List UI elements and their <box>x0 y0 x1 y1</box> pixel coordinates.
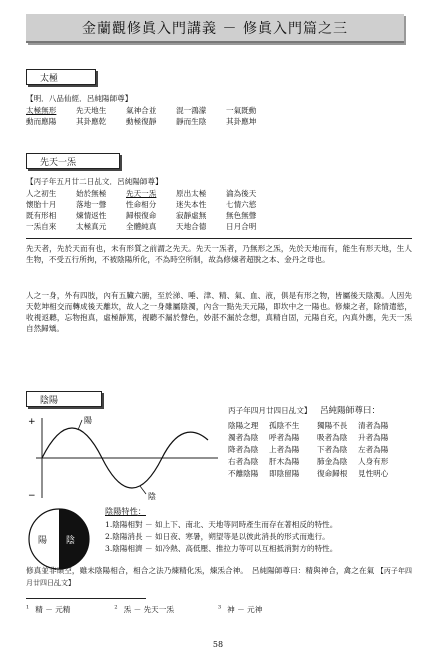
section-heading-label: 陰陽 <box>40 395 59 406</box>
section-heading-label: 太極 <box>40 73 59 84</box>
verse-phrase: 原出太極 <box>176 189 207 198</box>
wave-plus-label: + <box>28 417 36 427</box>
verse-phrase: 獨陽不長 <box>317 421 348 430</box>
verse-phrase: 動極復靜 <box>126 117 157 126</box>
section3-source <box>228 405 380 417</box>
yinyang-wave-diagram <box>26 414 222 500</box>
verse-phrase: 歸根復命 <box>126 211 157 220</box>
verse-phrase: 右者為陰 <box>228 457 259 466</box>
footnote-text: 神 － 元神 <box>227 605 263 614</box>
trait-3: 3.陰陽相濟 － 如冷熱、高低壓、推拉力等可以互相抵消對方的特性。 <box>105 544 338 553</box>
section3-source-date: 丙子年四月廿四日乩文】 <box>228 406 312 415</box>
trait-1: 1.陰陽相對 － 如上下、南北、天地等同時產生而存在著相反的特性。 <box>105 520 338 529</box>
wave-yang-label: 陽 <box>84 416 92 425</box>
verse-phrase: 下者為陰 <box>317 445 348 454</box>
verse-phrase: 復命歸根 <box>317 469 348 478</box>
section3-paragraph-note: 【丙子年四月廿四日乩文】 <box>26 567 413 587</box>
section1-verse <box>26 106 276 127</box>
verse-phrase: 人身有形 <box>358 457 389 466</box>
verse-phrase: 動而應陽 <box>26 117 57 126</box>
verse-phrase: 人之初生 <box>26 189 57 198</box>
wave-yin-label: 陰 <box>148 492 156 500</box>
traits-title-text: 陰陽特性 <box>105 506 138 516</box>
section-heading-yinyang <box>26 391 102 407</box>
verse-phrase: 見性明心 <box>358 469 389 478</box>
yang-pointer <box>78 420 82 430</box>
section3-source-name: 呂純陽師尊曰： <box>319 406 381 416</box>
verse-phrase: 迷失本性 <box>176 200 207 209</box>
footnote <box>218 604 262 615</box>
taiji-circle <box>26 506 92 572</box>
verse-phrase: 靜而生陰 <box>176 117 207 126</box>
page-title-bar <box>26 14 404 43</box>
verse-phrase: 左者為陽 <box>358 445 389 454</box>
trait-2: 2.陰陽消長 － 如日夜、寒暑，朔望等是以彼此消長的形式而進行。 <box>105 532 330 541</box>
verse-phrase: 其卦應乾 <box>76 117 107 126</box>
verse-phrase: 降者為陰 <box>228 445 259 454</box>
verse-phrase: 其卦應坤 <box>226 117 257 126</box>
verse-phrase: 混一鴻濛 <box>176 106 207 115</box>
verse-phrase: 落地一聲 <box>76 200 107 209</box>
section-heading-xiantian <box>26 153 120 169</box>
verse-phrase: 清者為陽 <box>358 421 389 430</box>
verse-phrase: 無色無聲 <box>226 211 257 220</box>
section2-source: 【丙子年五月廿二日乩文．呂純陽師尊】 <box>26 177 163 186</box>
verse-phrase: 陰陽之理 <box>228 421 259 430</box>
verse-phrase: 不離陰陽 <box>228 469 259 478</box>
verse-phrase: 氣神合並 <box>126 106 157 115</box>
section-heading-label: 先天一炁 <box>40 157 77 168</box>
footnote-text: 炁 － 先天一炁 <box>123 605 174 614</box>
taiji-yin-label: 陰 <box>66 536 76 546</box>
verse-phrase: 孤陰不生 <box>269 421 300 430</box>
verse-phrase: 七情六慾 <box>226 200 257 209</box>
section2-paragraph-1: 先天者，先於天而有也，未有形質之前謂之先天。先天一炁者，乃無形之炁，先於天地而有，能生有形天地，生人生物，不受五行所拘，不被陰陽所化，不為時空所制，故為修煉者超脫之本、金丹之母也。 <box>26 244 412 264</box>
footnote-number: 1 <box>26 604 30 611</box>
section2-verse <box>26 189 276 232</box>
section3-paragraph-text: 修真並非頑空，雖未陰陽相合，相合之法乃煉精化炁，煉炁合神。 呂純陽師尊曰：精與神合，禽之在氣 <box>26 566 375 575</box>
footnote <box>114 604 174 615</box>
verse-phrase: 既有形相 <box>26 211 57 220</box>
verse-phrase: 寂靜虛無 <box>176 211 207 220</box>
verse-phrase: 煉情返性 <box>76 211 107 220</box>
verse-phrase: 太極無形 <box>26 106 57 115</box>
verse-phrase: 始於無極 <box>76 189 107 198</box>
divider <box>26 238 412 239</box>
footnote-text: 精 － 元精 <box>35 605 71 614</box>
verse-phrase: 日月合明 <box>226 222 257 231</box>
verse-phrase: 吸者為陰 <box>317 433 348 442</box>
verse-phrase: 即陰留陽 <box>269 469 300 478</box>
verse-phrase: 一氣既動 <box>226 106 257 115</box>
taiji-yang-label: 陽 <box>38 536 48 546</box>
verse-phrase: 懷胎十月 <box>26 200 57 209</box>
verse-phrase: 肝木為陽 <box>269 457 300 466</box>
section-heading-taiji <box>26 69 96 85</box>
footnote <box>26 604 70 615</box>
footnote-number: 3 <box>217 604 222 611</box>
verse-phrase: 濁者為陰 <box>228 433 259 442</box>
section1-source: 【明．八品仙經．呂純陽師尊】 <box>26 94 133 103</box>
verse-phrase: 性命相分 <box>126 200 157 209</box>
wave-minus-label: − <box>28 491 36 500</box>
verse-phrase: 上者為陽 <box>269 445 300 454</box>
footnote-divider <box>26 598 146 599</box>
footnotes <box>26 604 412 615</box>
section3-verse <box>228 420 399 479</box>
page-number: 58 <box>212 640 224 649</box>
footnote-number: 2 <box>114 604 118 611</box>
verse-phrase: 先天地生 <box>76 106 107 115</box>
yin-pointer <box>140 486 146 494</box>
verse-phrase: 淪為後天 <box>226 189 257 198</box>
verse-phrase: 肺金為陰 <box>317 457 348 466</box>
page-title: 金蘭觀修眞入門講義 － 修眞入門篇之三 <box>82 20 348 37</box>
verse-phrase: 一炁自來 <box>26 222 57 231</box>
verse-phrase: 全體純真 <box>126 222 157 231</box>
verse-phrase: 天地合德 <box>176 222 207 231</box>
traits-title: 陰陽特性： <box>105 506 146 516</box>
verse-phrase: 太極真元 <box>76 222 107 231</box>
verse-phrase: 升者為陽 <box>358 433 389 442</box>
verse-phrase: 呼者為陽 <box>269 433 300 442</box>
section3-paragraph <box>26 565 412 589</box>
verse-phrase: 先天一炁 <box>126 189 157 198</box>
section2-paragraph-2: 人之一身，外有四肢，內有五臟六腑，至於涕、唾、津、精、氣、血、液，俱是有形之物，皆屬後天陰濁。人因先天乾坤相交而轉成後天離坎，故人之一身雖屬陰濁，內含一點先天元陽，即坎中之一陽也。修煉之者，除情遣慾，收視返聽，忘物抱真，虛極靜篤，視聽不漏於聲色，妙湛不漏於念想，真精自固，元陽自充，內真外應，先天一炁自然歸矯。 <box>26 291 412 333</box>
